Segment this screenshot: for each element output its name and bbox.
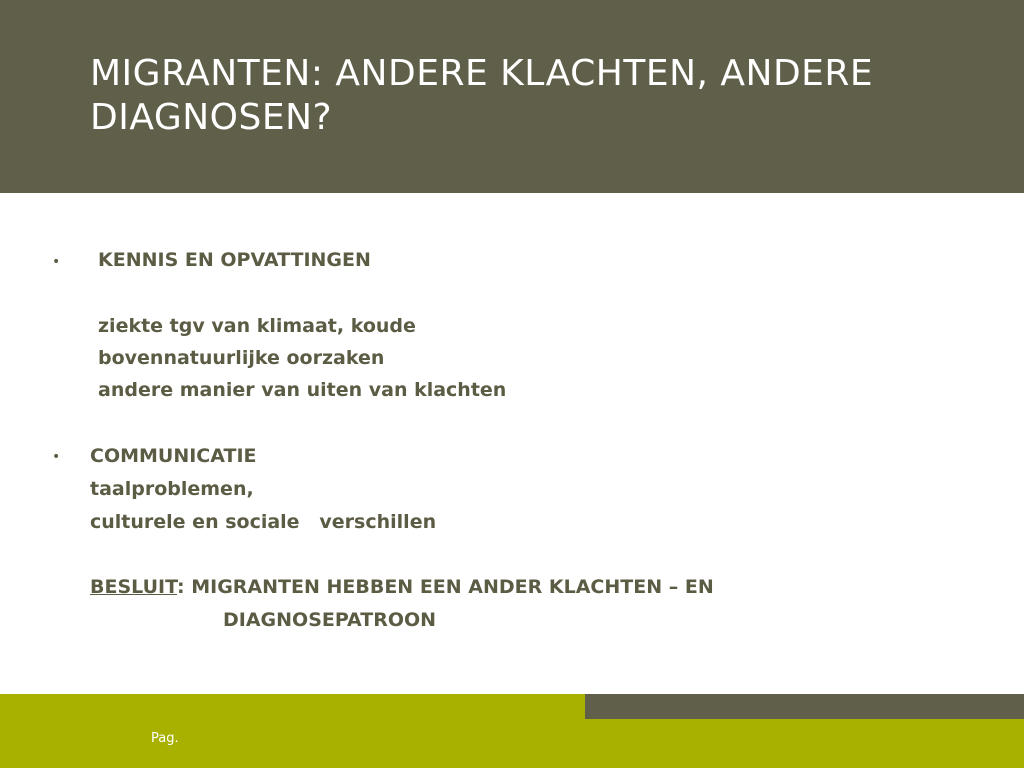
- bullet-icon: •: [52, 254, 61, 270]
- list-item: andere manier van uiten van klachten: [98, 379, 507, 401]
- section-heading: COMMUNICATIE: [90, 445, 257, 467]
- list-item: culturele en sociale verschillen: [90, 511, 437, 533]
- conclusion-text-continued: DIAGNOSEPATROON: [223, 609, 437, 631]
- list-item: taalproblemen,: [90, 478, 254, 500]
- list-item: ziekte tgv van klimaat, koude: [98, 315, 416, 337]
- section-heading: KENNIS EN OPVATTINGEN: [98, 249, 371, 271]
- list-item: bovennatuurlijke oorzaken: [98, 347, 385, 369]
- conclusion-label: BESLUIT: [90, 576, 177, 598]
- slide-body: [0, 193, 1024, 693]
- conclusion-text: : MIGRANTEN HEBBEN EEN ANDER KLACHTEN – EN: [177, 576, 714, 598]
- footer-accent-bar: [585, 694, 1024, 719]
- slide-title: MIGRANTEN: ANDERE KLACHTEN, ANDERE DIAGNOSEN?: [90, 53, 874, 138]
- title-bar: [0, 0, 1024, 193]
- bullet-icon: •: [52, 449, 61, 465]
- page-label: Pag.: [151, 731, 179, 746]
- conclusion-line: [90, 575, 714, 599]
